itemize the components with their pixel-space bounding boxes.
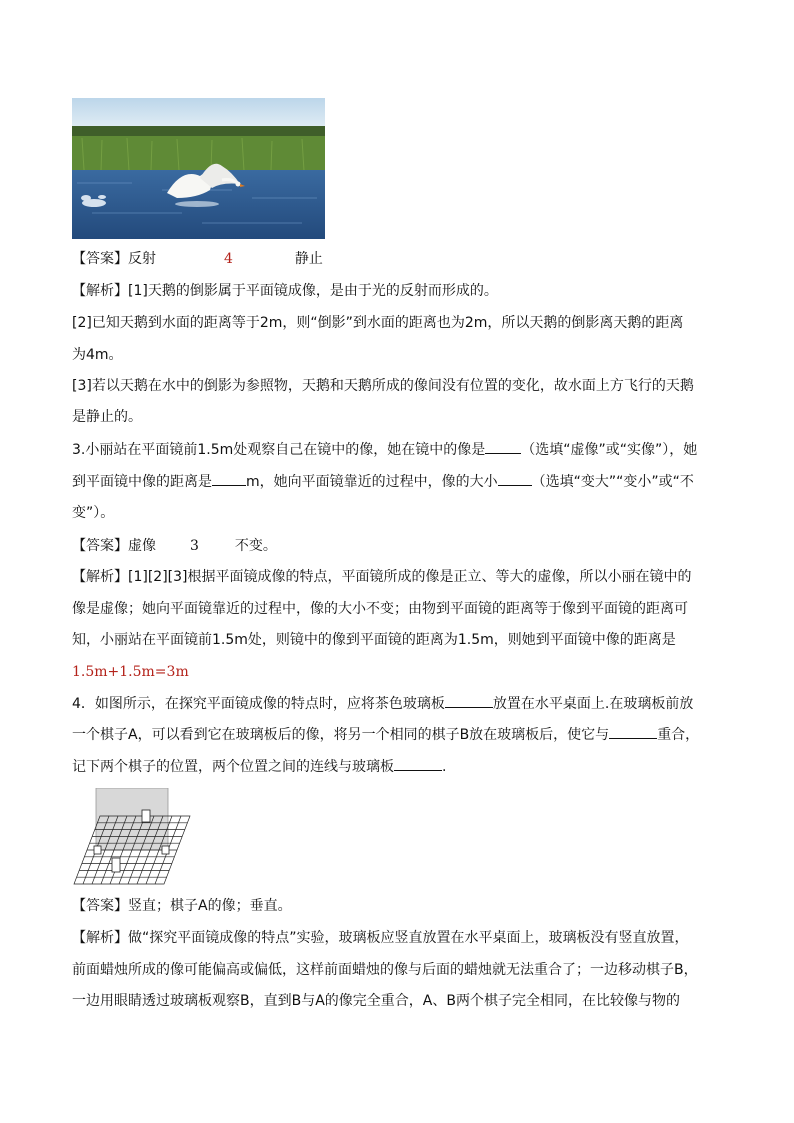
q3-analysis-2: 像是虚像；她向平面镜靠近的过程中，像的大小不变；由物到平面镜的距离等于像到平面镜的距离可 <box>72 601 688 617</box>
q2-analysis-2: [2]已知天鹅到水面的距离等于2m，则“倒影”到水面的距离也为2m，所以天鹅的倒影离天鹅的距离 <box>72 315 684 331</box>
q3-question-3: 变”）。 <box>72 505 115 521</box>
q3-answer-row <box>72 535 277 557</box>
blank-1 <box>445 693 493 708</box>
q4-analysis-2: 前面蜡烛所成的像可能偏高或偏低，这样前面蜡烛的像与后面的蜡烛就无法重合了；一边移动棋子B， <box>72 962 698 978</box>
q3-text-e: （选填“变大”“变小”或“不 <box>531 474 694 490</box>
q4-question-1 <box>72 693 693 715</box>
q3-analysis-3: 知，小丽站在平面镜前1.5m处，则镜中的像到平面镜的距离为1.5m，则她到平面镜中像的距离是 <box>72 632 676 648</box>
q4-analysis-3: 一边用眼睛透过玻璃板观察B，直到B与A的像完全重合，A、B两个棋子完全相同，在比较像与物的 <box>72 993 680 1009</box>
q4-text-b: 放置在水平桌面上.在玻璃板前放 <box>492 696 694 712</box>
answer-3: 静止 <box>294 251 323 267</box>
q4-text-c: 一个棋子A，可以看到它在玻璃板后的像，将另一个相同的棋子B放在玻璃板后，使它与 <box>72 727 610 743</box>
glass-plate <box>96 788 168 850</box>
q4-text-a: 4．如图所示，在探究平面镜成像的特点时，应将茶色玻璃板 <box>72 696 445 712</box>
answer-1: 反射 <box>128 251 156 267</box>
q3-text-a: 3.小丽站在平面镜前1.5m处观察自己在镜中的像，她在镜中的像是 <box>72 442 486 458</box>
blank-2 <box>212 471 246 486</box>
q4-analysis-1 <box>72 927 689 949</box>
answer-3: 不变。 <box>234 538 277 554</box>
q4-text-e: 记下两个棋子的位置，两个位置之间的连线与玻璃板 <box>72 759 394 775</box>
diagram-svg <box>72 788 194 888</box>
glass-foot-right <box>162 846 169 854</box>
analysis-label: 【解析】 <box>72 283 128 299</box>
q3-analysis-4: 1.5m+1.5m=3m <box>72 664 189 680</box>
blank-1 <box>485 439 521 454</box>
answer-1: 虚像 <box>128 538 156 554</box>
blank-3 <box>498 471 532 486</box>
q3-question-1 <box>72 439 697 461</box>
q3-text-d: m，她向平面镜靠近的过程中，像的大小 <box>246 474 498 490</box>
answer-label: 【答案】 <box>72 898 128 914</box>
blank-2 <box>609 724 657 739</box>
swan-photo <box>72 98 325 239</box>
q2-analysis-3: 为4m。 <box>72 347 123 363</box>
analysis-label: 【解析】 <box>72 930 128 946</box>
q2-analysis-5: 是静止的。 <box>72 409 142 425</box>
q4-question-3 <box>72 756 446 778</box>
q2-analysis-4: [3]若以天鹅在水中的倒影为参照物，天鹅和天鹅所成的像间没有位置的变化，故水面上方飞行的天鹅 <box>72 378 694 394</box>
q3-text-b: （选填“虚像”或“实像”），她 <box>521 442 698 458</box>
analysis-text: [1][2][3]根据平面镜成像的特点，平面镜所成的像是正立、等大的虚像，所以小丽在镜中的 <box>128 569 692 585</box>
swan-image <box>72 98 325 239</box>
mirror-grid-diagram <box>72 788 194 888</box>
answer-2: 3 <box>190 538 199 554</box>
q4-question-2 <box>72 724 699 746</box>
analysis-label: 【解析】 <box>72 569 128 585</box>
q3-question-2 <box>72 471 694 493</box>
answer-2: 4 <box>224 251 233 267</box>
q4-answer-row <box>72 895 292 917</box>
glass-foot-left <box>94 846 101 854</box>
q3-analysis-1 <box>72 566 692 588</box>
q4-text-d: 重合， <box>657 727 700 743</box>
chess-piece-a <box>112 858 120 872</box>
q3-text-c: 到平面镜中像的距离是 <box>72 474 212 490</box>
chess-piece-b <box>142 810 150 822</box>
analysis-text: 做“探究平面镜成像的特点”实验，玻璃板应竖直放置在水平桌面上，玻璃板没有竖直放置， <box>128 930 689 946</box>
answer-label: 【答案】 <box>72 538 128 554</box>
answer-text: 竖直；棋子A的像；垂直。 <box>128 898 292 914</box>
blank-3 <box>394 756 442 771</box>
q4-text-f: . <box>442 759 447 775</box>
analysis-text: [1]天鹅的倒影属于平面镜成像，是由于光的反射而形成的。 <box>128 283 498 299</box>
q2-answer-row <box>72 248 323 270</box>
answer-label: 【答案】 <box>72 251 128 267</box>
grid <box>74 816 190 884</box>
q2-analysis-1 <box>72 280 498 302</box>
